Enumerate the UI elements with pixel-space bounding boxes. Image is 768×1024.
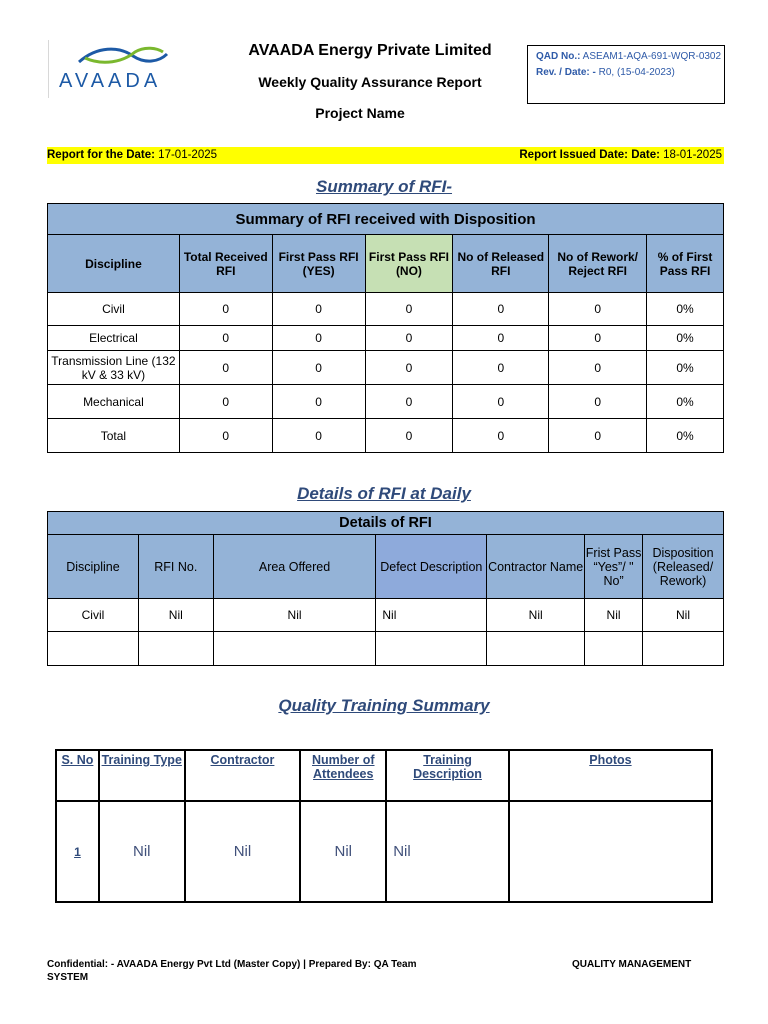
- cell: [509, 801, 712, 902]
- cell: Total: [48, 419, 180, 453]
- cell: 0: [453, 326, 549, 351]
- document-control-box: [527, 45, 725, 104]
- summary-header-first-pass-yes: First Pass RFI (YES): [272, 235, 365, 293]
- table-row: [56, 801, 712, 902]
- cell: Nil: [386, 801, 509, 902]
- cell: 0: [549, 385, 647, 419]
- training-table: [55, 749, 713, 903]
- footer-left-line2: SYSTEM: [47, 972, 89, 983]
- cell: Nil: [99, 801, 185, 902]
- report-for-date: 17-01-2025: [154, 149, 218, 161]
- cell: Nil: [213, 599, 376, 632]
- training-header-type: Training Type: [99, 750, 185, 801]
- cell: Civil: [48, 599, 139, 632]
- cell: 1: [56, 801, 99, 902]
- report-title: Weekly Quality Assurance Report: [258, 74, 482, 90]
- training-header-description: Training Description: [386, 750, 509, 801]
- summary-table: [47, 203, 724, 453]
- cell: 0: [179, 351, 272, 385]
- cell: 0: [179, 326, 272, 351]
- details-header-contractor: Contractor Name: [487, 535, 585, 599]
- summary-caption: Summary of RFI received with Disposition: [48, 204, 724, 235]
- cell: [138, 632, 213, 666]
- cell: Nil: [376, 599, 487, 632]
- cell: 0: [272, 419, 365, 453]
- cell: Nil: [300, 801, 386, 902]
- cell: Transmission Line (132 kV & 33 kV): [48, 351, 180, 385]
- summary-header-released: No of Released RFI: [453, 235, 549, 293]
- details-table: [47, 511, 724, 666]
- details-caption: Details of RFI: [48, 512, 724, 535]
- cell: Mechanical: [48, 385, 180, 419]
- details-section-title: Details of RFI at Daily: [297, 484, 471, 503]
- details-header-disposition: Disposition (Released/ Rework): [643, 535, 724, 599]
- cell: 0: [453, 351, 549, 385]
- cell: 0: [549, 326, 647, 351]
- report-dates-bar: [47, 147, 724, 164]
- cell: Civil: [48, 293, 180, 326]
- summary-header-percent: % of First Pass RFI: [647, 235, 724, 293]
- cell: 0: [272, 326, 365, 351]
- summary-section-title: Summary of RFI-: [315, 177, 453, 196]
- training-header-attendees: Number of Attendees: [300, 750, 386, 801]
- issued-date: 18-01-2025: [659, 149, 722, 161]
- cell: 0%: [647, 419, 724, 453]
- table-row: [48, 419, 724, 453]
- cell: 0: [365, 351, 453, 385]
- details-header-rfi-no: RFI No.: [138, 535, 213, 599]
- cell: Nil: [585, 599, 643, 632]
- cell: [487, 632, 585, 666]
- cell: 0%: [647, 326, 724, 351]
- project-name: Project Name: [315, 105, 405, 121]
- training-header-contractor: Contractor: [185, 750, 301, 801]
- cell: 0: [272, 351, 365, 385]
- table-row: [48, 326, 724, 351]
- table-row: [48, 351, 724, 385]
- training-header-sno: S. No: [56, 750, 99, 801]
- cell: [585, 632, 643, 666]
- cell: 0: [453, 293, 549, 326]
- cell: 0%: [647, 385, 724, 419]
- footer-right: QUALITY MANAGEMENT: [572, 959, 692, 970]
- footer: [47, 958, 727, 984]
- summary-header-discipline: Discipline: [48, 235, 180, 293]
- cell: Nil: [185, 801, 301, 902]
- table-row: [48, 385, 724, 419]
- cell: 0: [272, 293, 365, 326]
- details-header-area: Area Offered: [213, 535, 376, 599]
- cell: 0: [453, 385, 549, 419]
- cell: Electrical: [48, 326, 180, 351]
- details-header-defect: Defect Description: [376, 535, 487, 599]
- logo-text: AVAADA: [59, 70, 162, 92]
- cell: 0: [365, 293, 453, 326]
- cell: [376, 632, 487, 666]
- details-header-first-pass: Frist Pass “Yes”/ " No”: [585, 535, 643, 599]
- qad-label: QAD No.:: [536, 51, 581, 62]
- footer-left: Confidential: - AVAADA Energy Pvt Ltd (Master Copy) | Prepared By: QA Team: [47, 959, 417, 970]
- rev-label: Rev. / Date: -: [536, 67, 596, 78]
- cell: 0: [453, 419, 549, 453]
- table-row: [48, 293, 724, 326]
- training-header-photos: Photos: [509, 750, 712, 801]
- cell: 0: [549, 351, 647, 385]
- cell: 0%: [647, 351, 724, 385]
- company-logo: [48, 40, 186, 98]
- table-row: [48, 599, 724, 632]
- cell: [643, 632, 724, 666]
- cell: 0: [179, 419, 272, 453]
- cell: Nil: [138, 599, 213, 632]
- cell: 0: [272, 385, 365, 419]
- cell: [48, 632, 139, 666]
- company-name: AVAADA Energy Private Limited: [248, 42, 492, 59]
- cell: 0%: [647, 293, 724, 326]
- qad-value: ASEAM1-AQA-691-WQR-0302: [580, 51, 722, 62]
- cell: 0: [549, 419, 647, 453]
- training-section-title: Quality Training Summary: [278, 696, 490, 715]
- summary-header-rework: No of Rework/ Reject RFI: [549, 235, 647, 293]
- cell: 0: [179, 385, 272, 419]
- summary-header-first-pass-no: First Pass RFI (NO): [365, 235, 453, 293]
- cell: 0: [365, 419, 453, 453]
- table-row: [48, 632, 724, 666]
- cell: 0: [365, 326, 453, 351]
- cell: [213, 632, 376, 666]
- cell: 0: [365, 385, 453, 419]
- summary-header-total: Total Received RFI: [179, 235, 272, 293]
- details-header-discipline: Discipline: [48, 535, 139, 599]
- issued-label: Report Issued Date: Date:: [519, 149, 660, 161]
- report-for-label: Report for the Date:: [47, 149, 155, 161]
- cell: Nil: [487, 599, 585, 632]
- rev-value: R0, (15-04-2023): [595, 67, 675, 78]
- cell: 0: [549, 293, 647, 326]
- cell: Nil: [643, 599, 724, 632]
- cell: 0: [179, 293, 272, 326]
